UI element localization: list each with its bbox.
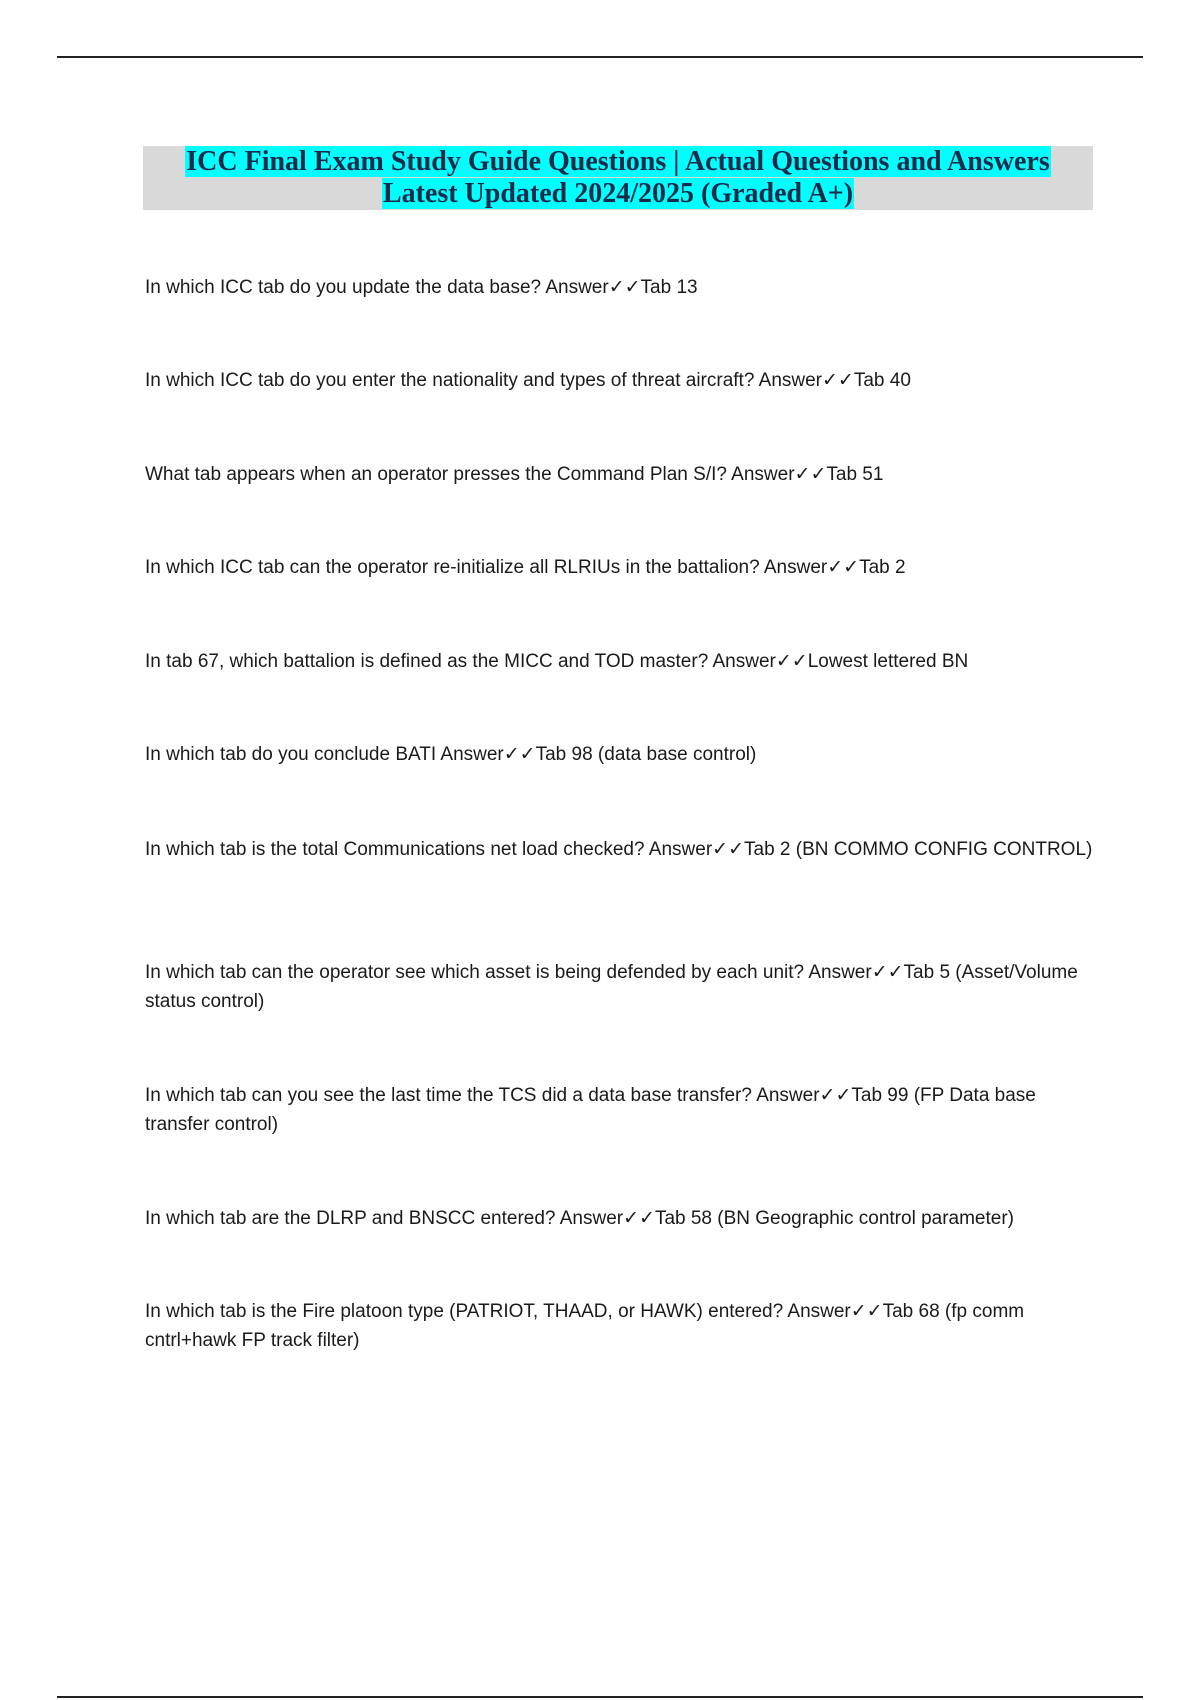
- document-title-band: [143, 146, 1093, 210]
- question-text: In which ICC tab do you enter the nationality and types of threat aircraft?: [145, 370, 759, 391]
- question-text: In which tab can you see the last time the TCS did a data base transfer?: [145, 1085, 757, 1106]
- answer-text: Tab 99 (FP Data base transfer control): [145, 1085, 1036, 1135]
- answer-text: Tab 40: [853, 370, 911, 391]
- footer-rule: [57, 1696, 1143, 1698]
- qa-item-5: [145, 647, 1095, 676]
- answer-text: Lowest lettered BN: [807, 651, 969, 672]
- answer-text: Tab 5 (Asset/Volume status control): [145, 962, 1078, 1012]
- qa-item-6: [145, 740, 1095, 769]
- title-highlight: Latest Updated 2024/2025 (Graded A+): [382, 178, 854, 209]
- question-text: In which ICC tab do you update the data base?: [145, 277, 546, 298]
- qa-item-10: [145, 1204, 1095, 1233]
- qa-item-7: [145, 835, 1095, 864]
- answer-marker: Answer✓✓: [559, 1208, 655, 1229]
- qa-item-2: [145, 366, 1095, 395]
- answer-marker: Answer✓✓: [758, 370, 854, 391]
- answer-marker: Answer✓✓: [545, 277, 641, 298]
- qa-item-8: [145, 958, 1095, 1016]
- header-rule: [57, 56, 1143, 58]
- question-text: In which tab do you conclude BATI: [145, 744, 441, 765]
- answer-text: Tab 51: [826, 464, 884, 485]
- qa-item-4: [145, 553, 1095, 582]
- question-text: In which tab are the DLRP and BNSCC entered?: [145, 1208, 560, 1229]
- question-text: In which tab is the Fire platoon type (PATRIOT, THAAD, or HAWK) entered?: [145, 1301, 788, 1322]
- qa-item-1: [145, 273, 1095, 302]
- question-text: In which tab can the operator see which asset is being defended by each unit?: [145, 962, 809, 983]
- answer-text: Tab 13: [640, 277, 698, 298]
- answer-marker: Answer✓✓: [756, 1085, 852, 1106]
- qa-item-3: [145, 460, 1095, 489]
- answer-marker: Answer✓✓: [440, 744, 536, 765]
- question-text: In tab 67, which battalion is defined as the MICC and TOD master?: [145, 651, 713, 672]
- answer-marker: Answer✓✓: [808, 962, 904, 983]
- answer-marker: Answer✓✓: [731, 464, 827, 485]
- title-highlight: ICC Final Exam Study Guide Questions | Actual Questions and Answers: [186, 146, 1050, 177]
- answer-text: Tab 2 (BN COMMO CONFIG CONTROL): [744, 839, 1093, 860]
- document-title-line-1: [143, 146, 1093, 178]
- answer-text: Tab 2: [859, 557, 906, 578]
- question-text: In which tab is the total Communications net load checked?: [145, 839, 649, 860]
- question-text: In which ICC tab can the operator re-initialize all RLRIUs in the battalion?: [145, 557, 764, 578]
- document-title-line-2: [143, 178, 1093, 210]
- question-text: What tab appears when an operator presses the Command Plan S/I?: [145, 464, 732, 485]
- qa-item-11: [145, 1297, 1095, 1355]
- answer-marker: Answer✓✓: [648, 839, 744, 860]
- answer-marker: Answer✓✓: [712, 651, 808, 672]
- answer-marker: Answer✓✓: [787, 1301, 883, 1322]
- answer-text: Tab 58 (BN Geographic control parameter): [654, 1208, 1014, 1229]
- qa-item-9: [145, 1081, 1095, 1139]
- answer-text: Tab 98 (data base control): [535, 744, 757, 765]
- answer-text: Tab 68 (fp comm cntrl+hawk FP track filter): [145, 1301, 1025, 1351]
- answer-marker: Answer✓✓: [763, 557, 860, 578]
